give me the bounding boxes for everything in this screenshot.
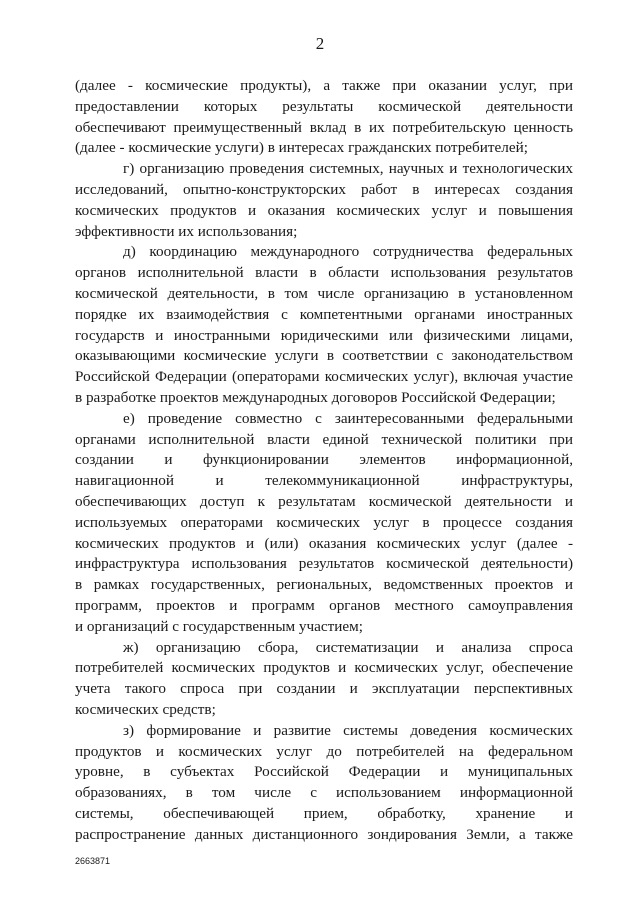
text-line: потребителей космических продуктов и космических услуг, обеспечение — [75, 659, 573, 677]
text-line: навигационной и телекоммуникационной инфраструктуры, — [75, 472, 573, 490]
text-line: г) организацию проведения системных, научных и технологических — [123, 160, 573, 178]
document-id: 2663871 — [75, 856, 111, 866]
text-line: органами исполнительной власти единой технической политики при — [75, 430, 573, 448]
text-line: учета такого спроса при создании и эксплуатации перспективных — [75, 680, 573, 698]
text-line: е) проведение совместно с заинтересованными федеральными — [123, 409, 573, 427]
text-line: космических продуктов и оказания космических услуг и повышения — [75, 201, 573, 219]
text-line: инфраструктура использования результатов космической деятельности) — [75, 555, 573, 573]
paragraph — [75, 242, 573, 408]
text-line: космических средств; — [75, 700, 216, 718]
text-line: программ, проектов и программ органов местного самоуправления — [75, 596, 573, 614]
text-line: органов исполнительной власти в области использования результатов — [75, 264, 573, 282]
document-body — [75, 76, 573, 845]
text-line: порядке их взаимодействия с компетентными органами иностранных — [75, 305, 573, 323]
paragraph — [75, 159, 573, 242]
text-line: и организаций с государственным участием; — [75, 617, 363, 635]
text-line: ж) организацию сбора, систематизации и анализа спроса — [123, 638, 573, 656]
text-line: обеспечивающих доступ к результатам космической деятельности и — [75, 492, 573, 510]
page-number: 2 — [315, 34, 325, 53]
paragraph — [75, 76, 573, 159]
text-line: (далее - космические продукты), а также при оказании услуг, при — [75, 77, 573, 94]
text-line: образованиях, в том числе с использованием информационной — [75, 784, 573, 802]
text-line: з) формирование и развитие системы доведения космических — [123, 721, 573, 739]
paragraph — [75, 638, 573, 721]
text-line: используемых операторами космических услуг в процессе создания — [75, 513, 573, 531]
paragraph — [75, 721, 573, 846]
text-line: эффективности их использования; — [75, 222, 298, 240]
text-line: Российской Федерации (операторами космических услуг), включая участие — [75, 368, 573, 386]
text-line: в разработке проектов международных договоров Российской Федерации; — [75, 388, 556, 406]
paragraph — [75, 409, 573, 638]
text-line: создании и функционировании элементов информационной, — [75, 451, 573, 469]
text-line: в рамках государственных, региональных, ведомственных проектов и — [75, 576, 573, 594]
text-line: уровне, в субъектах Российской Федерации и муниципальных — [75, 763, 573, 781]
text-line: системы, обеспечивающей прием, обработку, хранение и — [75, 804, 573, 822]
text-line: государств и иностранными юридическими или физическими лицами, — [75, 326, 573, 344]
text-line: д) координацию международного сотрудничества федеральных — [123, 243, 573, 261]
text-line: космической деятельности, в том числе организацию в установленном — [75, 284, 573, 302]
text-line: продуктов и космических услуг до потребителей на федеральном — [75, 742, 573, 760]
text-line: предоставлении которых результаты космической деятельности — [75, 97, 573, 115]
text-line: космических продуктов и (или) оказания космических услуг (далее - — [75, 534, 573, 552]
text-line: (далее - космические услуги) в интересах гражданских потребителей; — [75, 139, 528, 157]
text-line: обеспечивают преимущественный вклад в их потребительскую ценность — [75, 118, 573, 136]
text-line: распространение данных дистанционного зондирования Земли, а также — [75, 825, 573, 843]
text-line: оказывающими космические услуги в соответствии с законодательством — [75, 347, 573, 365]
text-line: исследований, опытно-конструкторских работ в интересах создания — [75, 180, 573, 198]
